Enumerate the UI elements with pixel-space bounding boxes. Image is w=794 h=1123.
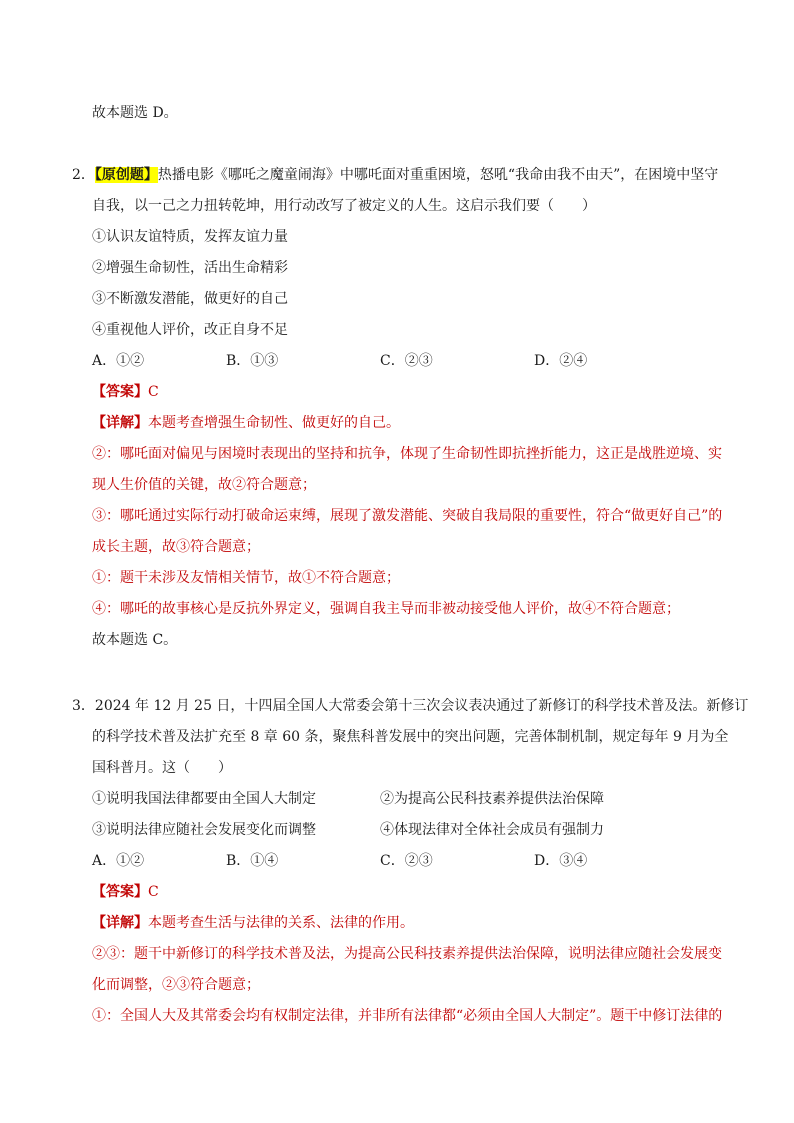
- q2-answer: [92, 382, 159, 402]
- q3-explain1-line2: 化而调整，②③符合题意；: [92, 977, 260, 993]
- q2-explain1-line1: ②：哪吒面对偏见与困境时表现出的坚持和抗争，体现了生命韧性即抗挫折能力，这正是战胜逆境、实: [92, 446, 722, 462]
- q2-choice-a: A．①②: [92, 353, 145, 369]
- q2-answer-value: C: [148, 384, 159, 400]
- q3-item-2: ②为提高公民科技素养提供法治保障: [380, 791, 604, 807]
- q2-choice-d: D．②④: [534, 353, 588, 369]
- q2-explain4: ④：哪吒的故事核心是反抗外界定义，强调自我主导而非被动接受他人评价，故④不符合题意；: [92, 601, 680, 617]
- q2-stem-text1: 热播电影《哪吒之魔童闹海》中哪吒面对重重困境，怒吼“我命由我不由天”，在困境中坚守: [157, 167, 719, 183]
- q2-explain2-line1: ③：哪吒通过实际行动打破命运束缚，展现了激发潜能、突破自我局限的重要性，符合“做更好自己”的: [92, 508, 723, 524]
- q2-stem-line2: 自我，以一己之力扭转乾坤，用行动改写了被定义的人生。这启示我们要（ ）: [92, 198, 596, 214]
- q3-item-3: ③说明法律应随社会发展变化而调整: [92, 822, 316, 838]
- q3-stem-text1: 2024 年 12 月 25 日，十四届全国人大常委会第十三次会议表决通过了新修订的科学技术普及法。新修订: [94, 698, 749, 714]
- q3-item-4: ④体现法律对全体社会成员有强制力: [380, 822, 604, 838]
- q3-explain1-line1: ②③：题干中新修订的科学技术普及法，为提高公民科技素养提供法治保障，说明法律应随社会发展变: [92, 946, 722, 962]
- q3-answer: [92, 882, 159, 902]
- q2-explain2-line2: 成长主题，故③符合题意；: [92, 539, 260, 555]
- q3-answer-value: C: [148, 884, 159, 900]
- q2-choice-b: B．①③: [226, 353, 279, 369]
- q2-item-2: ②增强生命韧性，活出生命精彩: [92, 260, 288, 276]
- q3-number: 3．: [72, 698, 95, 714]
- q3-detail-text: 本题考查生活与法律的关系、法律的作用。: [148, 915, 414, 931]
- q3-explain2-line1: ①：全国人大及其常委会均有权制定法律，并非所有法律都“必须由全国人大制定”。题干中修订法律的: [92, 1008, 723, 1024]
- prev-conclusion: 故本题选 D。: [92, 105, 178, 121]
- q2-detail-label: 【详解】: [92, 415, 148, 431]
- q2-choice-c: C．②③: [380, 353, 433, 369]
- q2-explain1-line2: 现人生价值的关键，故②符合题意；: [92, 477, 316, 493]
- q2-explain3: ①：题干未涉及友情相关情节，故①不符合题意；: [92, 570, 400, 586]
- q2-tag: 【原创题】: [94, 167, 158, 183]
- q2-item-3: ③不断激发潜能，做更好的自己: [92, 291, 288, 307]
- q3-detail: [92, 913, 414, 933]
- q3-answer-label: 【答案】: [92, 884, 148, 900]
- q3-detail-label: 【详解】: [92, 915, 148, 931]
- q3-item-1: ①说明我国法律都要由全国人大制定: [92, 791, 316, 807]
- q3-choice-b: B．①④: [226, 853, 279, 869]
- q2-number: 2．: [72, 167, 95, 183]
- q3-choice-a: A．①②: [92, 853, 145, 869]
- q3-choice-c: C．②③: [380, 853, 433, 869]
- q2-item-4: ④重视他人评价，改正自身不足: [92, 322, 288, 338]
- q2-answer-label: 【答案】: [92, 384, 148, 400]
- q3-choice-d: D．③④: [534, 853, 588, 869]
- q2-conclusion: 故本题选 C。: [92, 632, 178, 648]
- q3-stem-line2: 的科学技术普及法扩充至 8 章 60 条，聚焦科普发展中的突出问题，完善体制机制，规定每年 9 月为全: [92, 729, 729, 745]
- q2-detail: [92, 413, 400, 433]
- q2-item-1: ①认识友谊特质，发挥友谊力量: [92, 229, 288, 245]
- q2-stem-line1: [72, 165, 718, 185]
- q3-stem-line3: 国科普月。这（ ）: [92, 760, 232, 776]
- q3-stem-line1: [72, 696, 748, 716]
- q2-detail-text: 本题考查增强生命韧性、做更好的自己。: [148, 415, 400, 431]
